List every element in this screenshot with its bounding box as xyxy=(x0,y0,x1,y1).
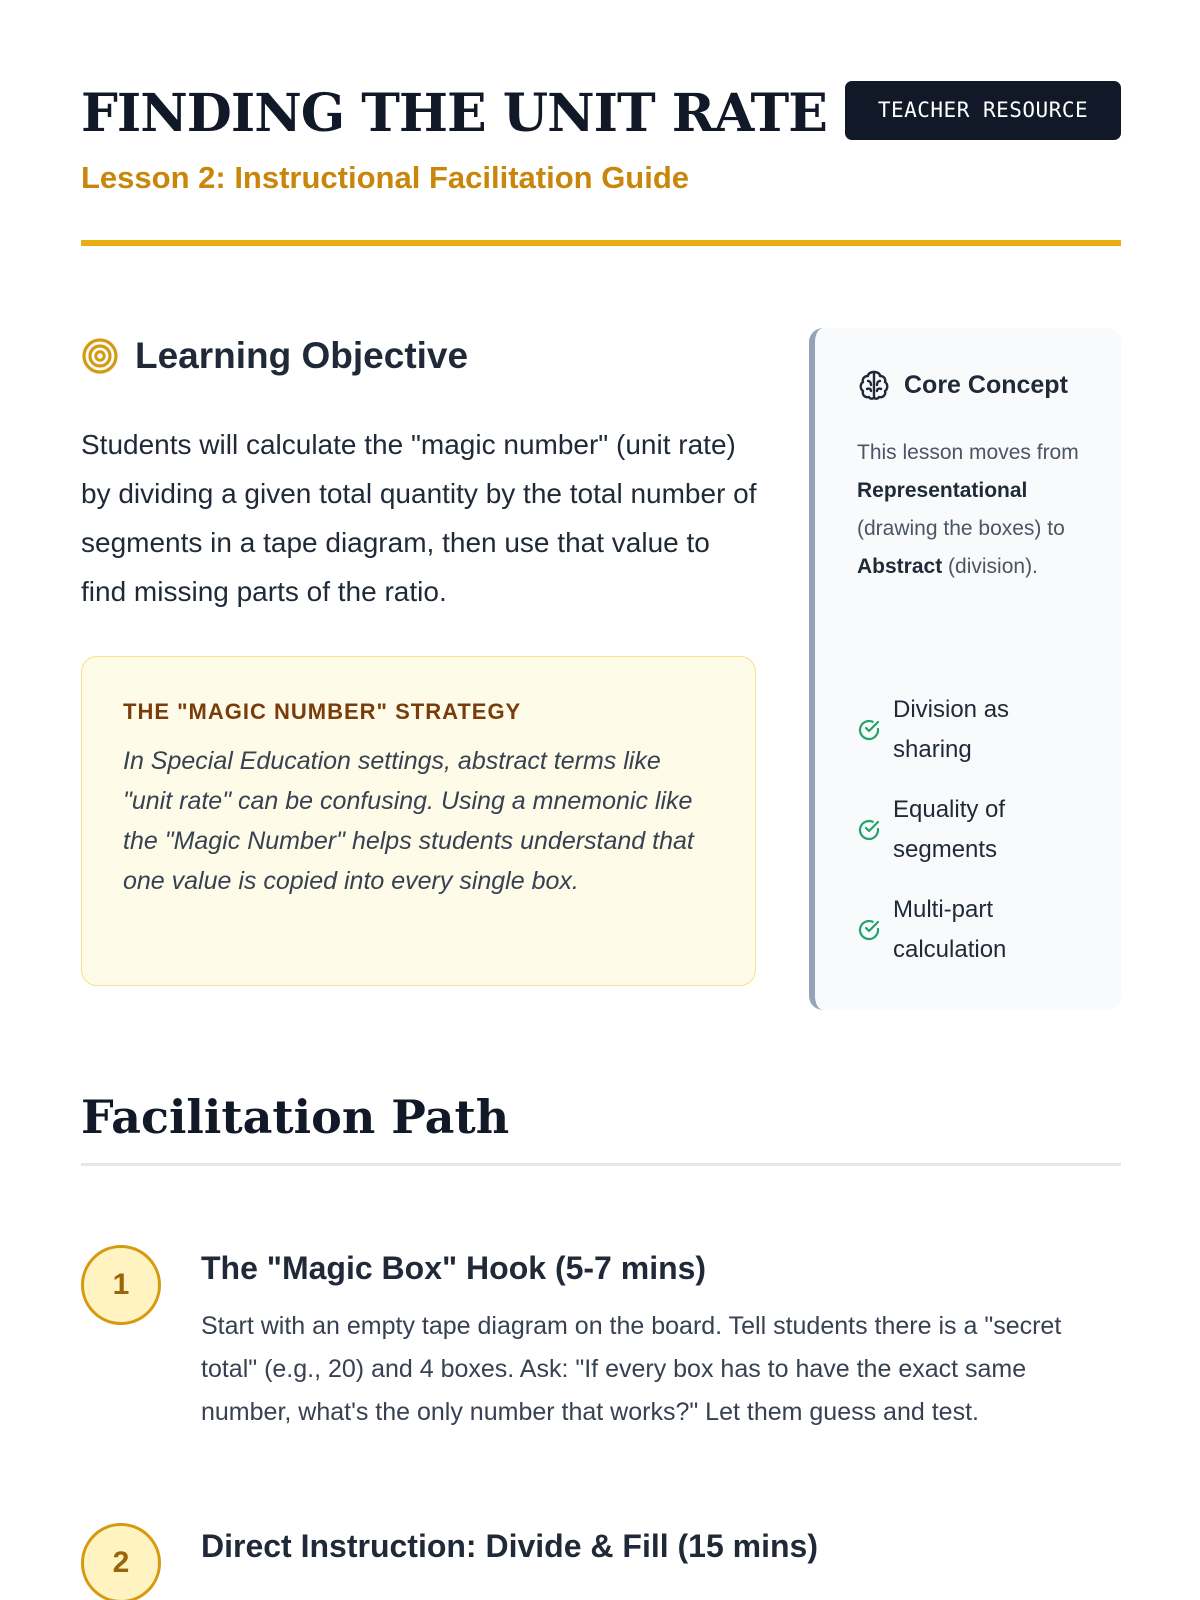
facilitation-step xyxy=(81,1523,1121,1600)
header-divider xyxy=(81,240,1121,246)
core-text-post: (division). xyxy=(942,555,1038,578)
facilitation-title: Facilitation Path xyxy=(81,1090,510,1144)
page-subtitle: Lesson 2: Instructional Facilitation Guide xyxy=(81,160,690,195)
objective-text: Students will calculate the "magic number" (unit rate) by dividing a given total quantity by the total number of segments in a tape diagram, then use that value to find missing parts of the ratio. xyxy=(81,429,757,607)
core-text-mid: (drawing the boxes) to xyxy=(857,517,1065,540)
checklist-label: Multi-part calculation xyxy=(893,896,1007,963)
brain-icon xyxy=(857,368,891,402)
checklist-label: Division as sharing xyxy=(893,696,1010,763)
teacher-resource-badge: TEACHER RESOURCE xyxy=(845,81,1121,140)
check-circle-icon xyxy=(857,718,881,742)
core-concept-title: Core Concept xyxy=(904,370,1068,399)
core-text-pre: This lesson moves from xyxy=(857,441,1079,464)
checklist-item xyxy=(857,890,1097,970)
checklist-label: Equality of segments xyxy=(893,796,1006,863)
step-number-badge: 2 xyxy=(81,1523,161,1600)
checklist-item xyxy=(857,690,1097,770)
target-icon xyxy=(81,337,119,375)
checklist-item xyxy=(857,790,1097,870)
objective-heading xyxy=(81,331,468,381)
objective-title: Learning Objective xyxy=(135,335,469,376)
facilitation-divider xyxy=(81,1163,1121,1166)
core-concept-text xyxy=(857,434,1087,586)
step-text: Start with an empty tape diagram on the board. Tell students there is a "secret total" (e.g., 20) and 4 boxes. Ask: "If every box has to have the exact same number, what's the only number that works?" Let them guess and test. xyxy=(201,1312,1062,1426)
step-title: Direct Instruction: Divide & Fill (15 mins) xyxy=(201,1528,818,1564)
facilitation-step xyxy=(81,1245,1121,1445)
magic-number-strategy-callout xyxy=(81,656,756,986)
core-text-abstract: Abstract xyxy=(857,555,943,578)
step-number-badge: 1 xyxy=(81,1245,161,1325)
strategy-text: In Special Education settings, abstract terms like "unit rate" can be confusing. Using a mnemonic like the "Magic Number" helps students understand that one value is copied into every single box. xyxy=(123,747,694,895)
page-title: FINDING THE UNIT RATE xyxy=(81,83,827,144)
page-header xyxy=(81,80,1121,246)
core-concept-heading xyxy=(857,368,1068,402)
check-circle-icon xyxy=(857,918,881,942)
strategy-label: THE "MAGIC NUMBER" STRATEGY xyxy=(123,699,522,724)
step-title: The "Magic Box" Hook (5-7 mins) xyxy=(201,1250,707,1286)
check-circle-icon xyxy=(857,818,881,842)
core-text-representational: Representational xyxy=(857,479,1028,502)
